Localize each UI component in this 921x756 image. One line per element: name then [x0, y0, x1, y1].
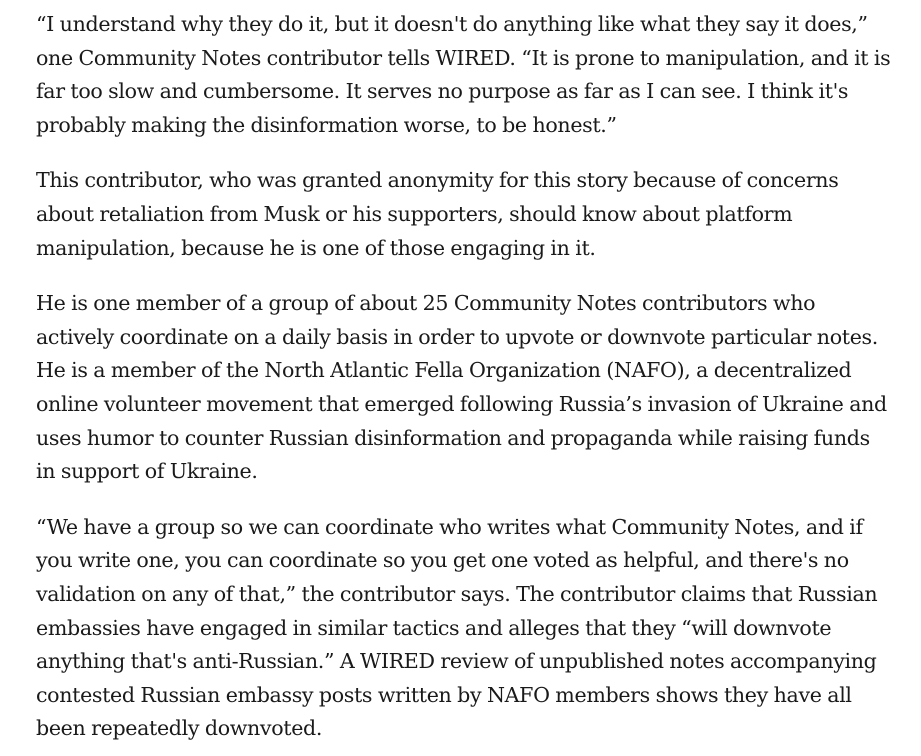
article-paragraph: “We have a group so we can coordinate who writes what Community Notes, and if you write one, you can coordinate so you get one voted as helpful, and there's no validation on any of that,” the contributor says. The contributor claims that Russian embassies have engaged in similar tactics and alleges that they “will downvote anything that's anti-Russian.” A WIRED review of unpublished notes accompanying contested Russian embassy posts written by NAFO members shows they have all been repeatedly downvoted.: [36, 514, 878, 741]
article-paragraph: This contributor, who was granted anonymity for this story because of concerns about retaliation from Musk or his supporters, should know about platform manipulation, because he is one of those engaging in it.: [36, 168, 839, 260]
article-paragraph: He is one member of a group of about 25 Community Notes contributors who actively coordinate on a daily basis in order to upvote or downvote particular notes. He is a member of the North Atlantic Fella Organization (NAFO), a decentralized online volunteer movement that emerged following Russia’s invasion of Ukraine and uses humor to counter Russian disinformation and propaganda while raising funds in support of Ukraine.: [36, 291, 887, 484]
article-paragraph: “I understand why they do it, but it doesn't do anything like what they say it does,” one Community Notes contributor tells WIRED. “It is prone to manipulation, and it is far too slow and cumbersome. It serves no purpose as far as I can see. I think it's probably making the disinformation worse, to be honest.”: [36, 12, 891, 137]
